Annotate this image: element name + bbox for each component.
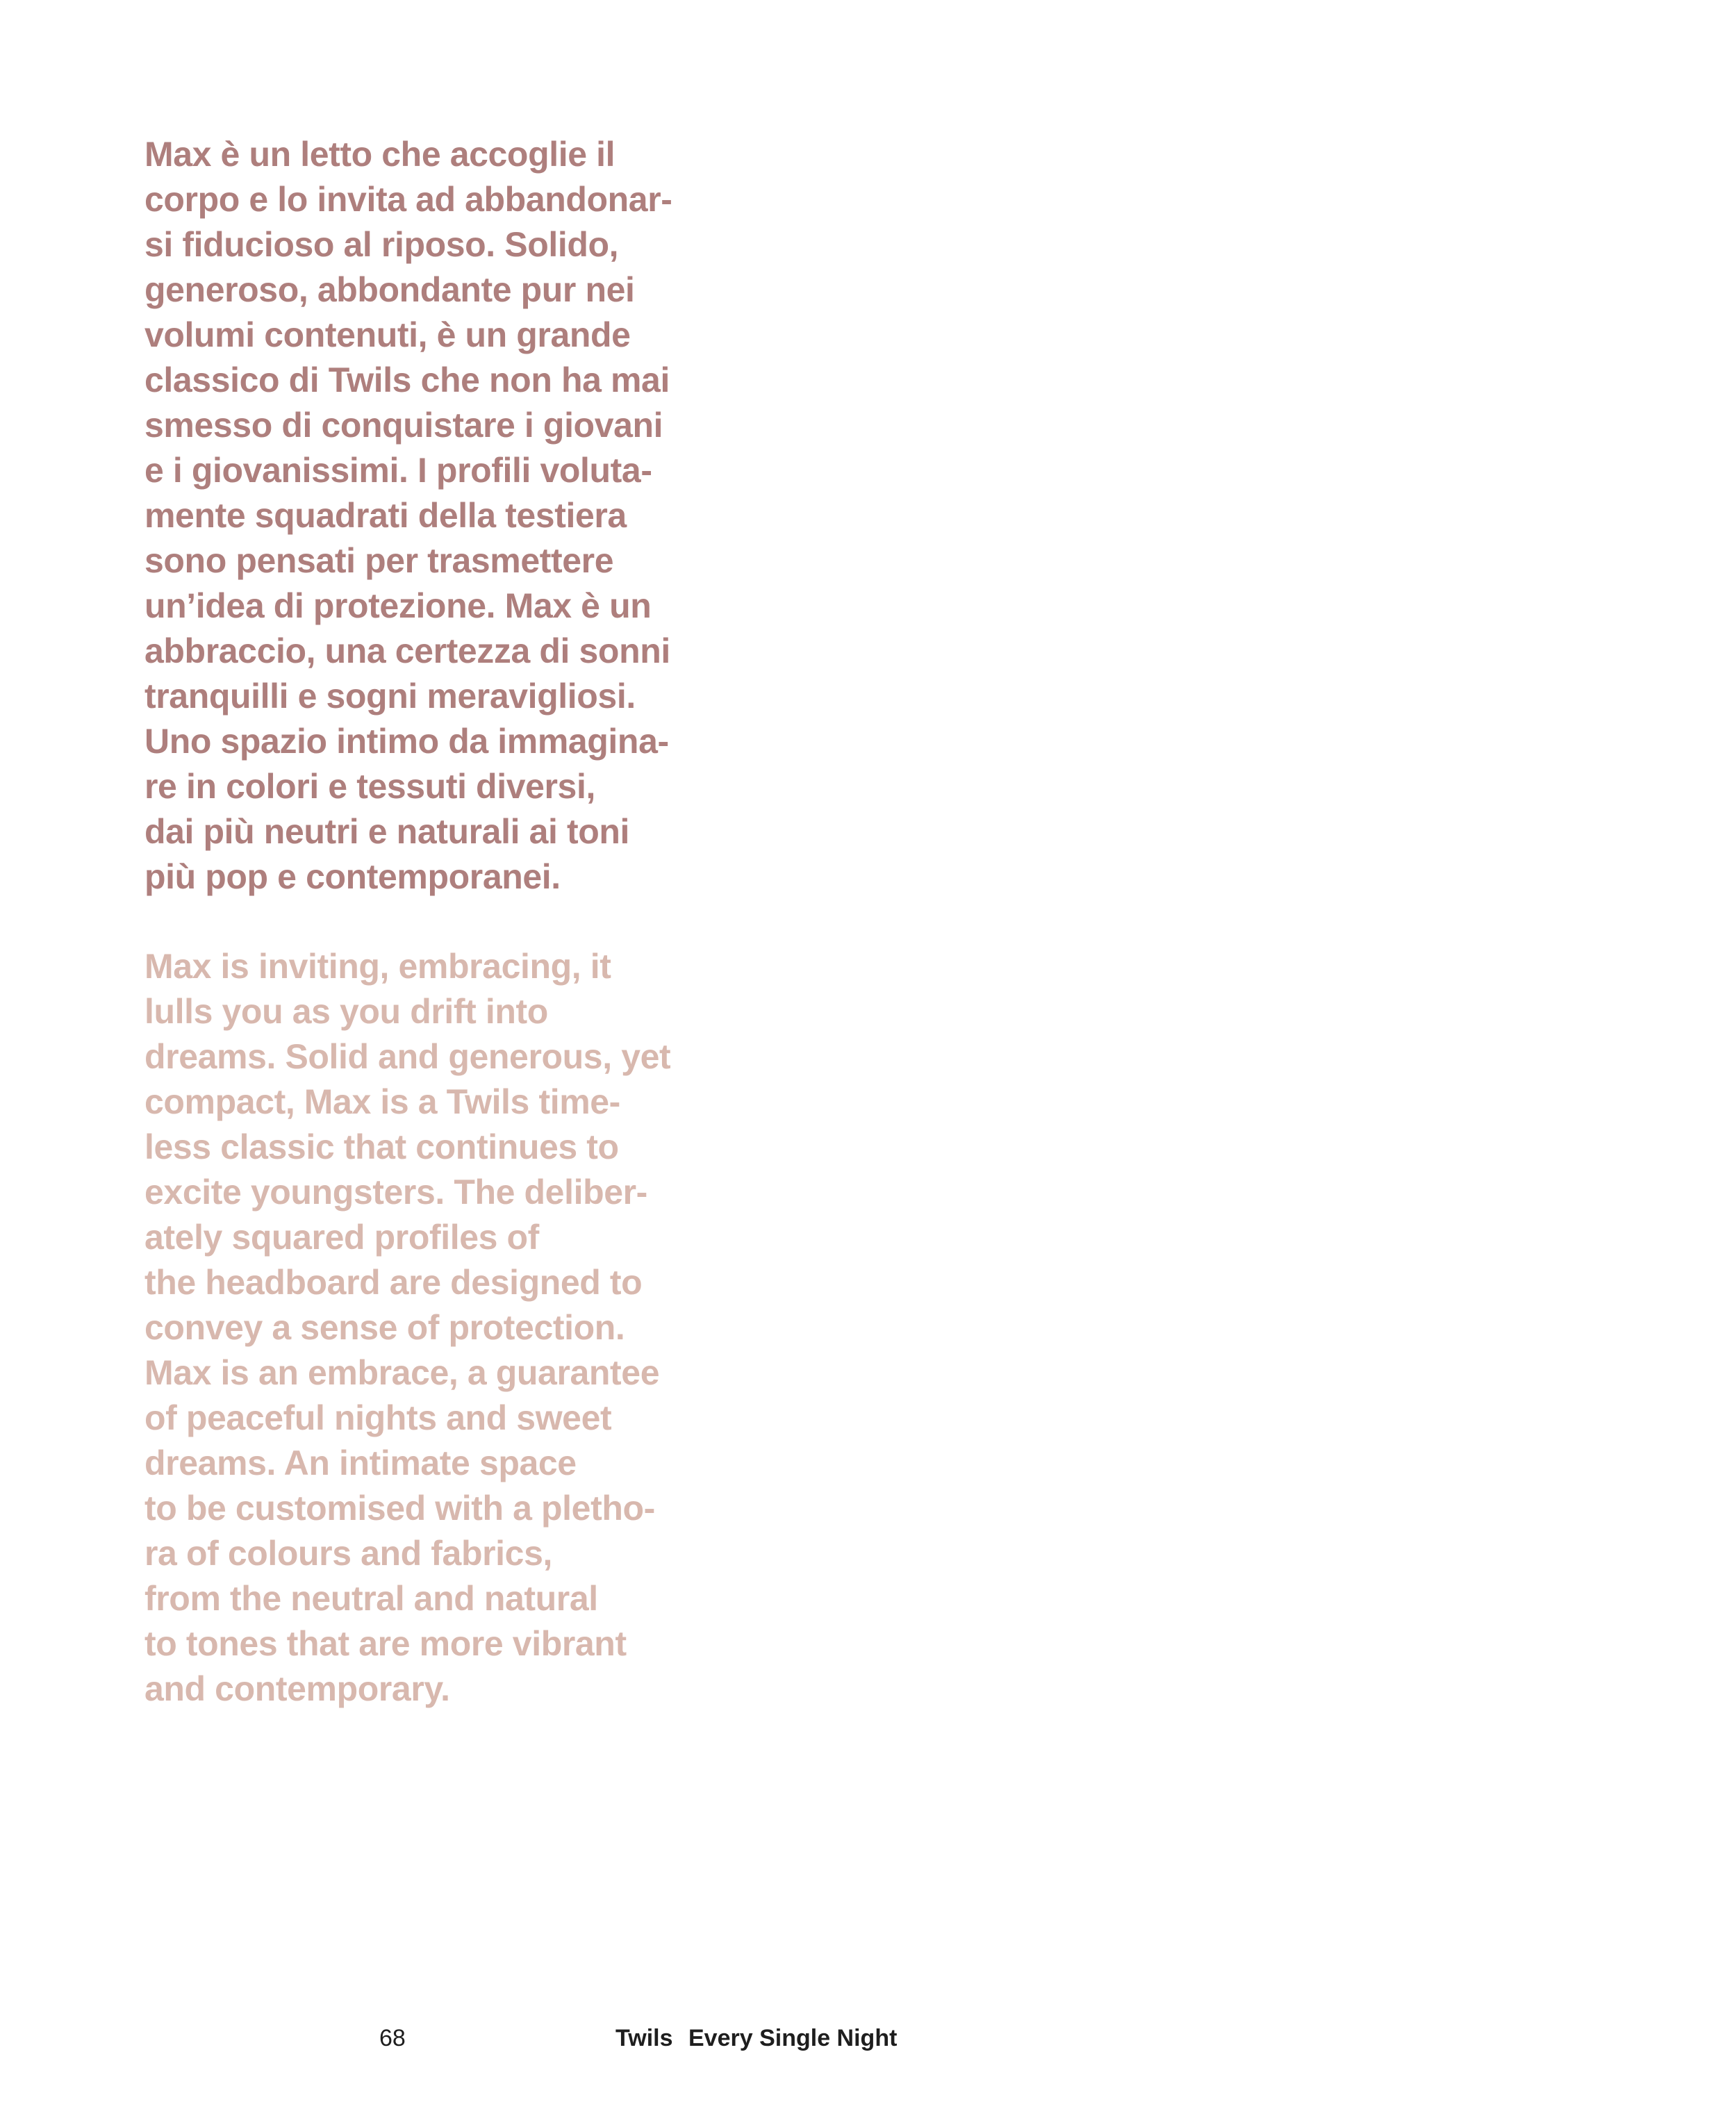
italian-line: smesso di conquistare i giovani xyxy=(144,406,663,445)
italian-line: generoso, abbondante pur nei xyxy=(144,270,635,309)
italian-line: si fiducioso al riposo. Solido, xyxy=(144,225,619,264)
english-line: to be customised with a pletho- xyxy=(144,1489,655,1528)
english-line: Max is an embrace, a guarantee xyxy=(144,1353,660,1392)
english-line: convey a sense of protection. xyxy=(144,1308,625,1347)
english-line: to tones that are more vibrant xyxy=(144,1624,627,1663)
page-number: 68 xyxy=(379,2025,406,2051)
italian-line: mente squadrati della testiera xyxy=(144,496,627,535)
english-line: lulls you as you drift into xyxy=(144,992,548,1031)
english-line: ra of colours and fabrics, xyxy=(144,1534,552,1573)
english-line: and contemporary. xyxy=(144,1669,450,1708)
italian-line: abbraccio, una certezza di sonni xyxy=(144,631,670,670)
italian-line: e i giovanissimi. I profili voluta- xyxy=(144,451,652,490)
english-line: from the neutral and natural xyxy=(144,1579,598,1618)
english-line: Max is inviting, embracing, it xyxy=(144,947,611,986)
italian-line: dai più neutri e naturali ai toni xyxy=(144,812,629,851)
english-line: less classic that continues to xyxy=(144,1127,619,1166)
italian-line: un’idea di protezione. Max è un xyxy=(144,586,652,625)
footer-brand: Twils xyxy=(615,2025,673,2051)
italian-line: sono pensati per trasmettere xyxy=(144,541,614,580)
english-line: of peaceful nights and sweet xyxy=(144,1398,612,1437)
italian-line: Uno spazio intimo da immagina- xyxy=(144,722,669,761)
english-line: excite youngsters. The deliber- xyxy=(144,1173,647,1212)
english-paragraph xyxy=(144,944,742,1712)
italian-line: corpo e lo invita ad abbandonar- xyxy=(144,180,672,219)
english-line: ately squared profiles of xyxy=(144,1218,539,1257)
english-line: dreams. An intimate space xyxy=(144,1444,577,1482)
english-line: the headboard are designed to xyxy=(144,1263,643,1302)
english-line: dreams. Solid and generous, yet xyxy=(144,1037,671,1076)
italian-line: classico di Twils che non ha mai xyxy=(144,361,670,399)
italian-line: più pop e contemporanei. xyxy=(144,857,561,896)
italian-line: tranquilli e sogni meravigliosi. xyxy=(144,677,636,716)
italian-line: Max è un letto che accoglie il xyxy=(144,135,615,174)
italian-paragraph xyxy=(144,132,742,900)
english-line: compact, Max is a Twils time- xyxy=(144,1082,620,1121)
footer-tagline: Every Single Night xyxy=(688,2025,898,2051)
italian-line: re in colori e tessuti diversi, xyxy=(144,767,595,806)
italian-line: volumi contenuti, è un grande xyxy=(144,315,631,354)
